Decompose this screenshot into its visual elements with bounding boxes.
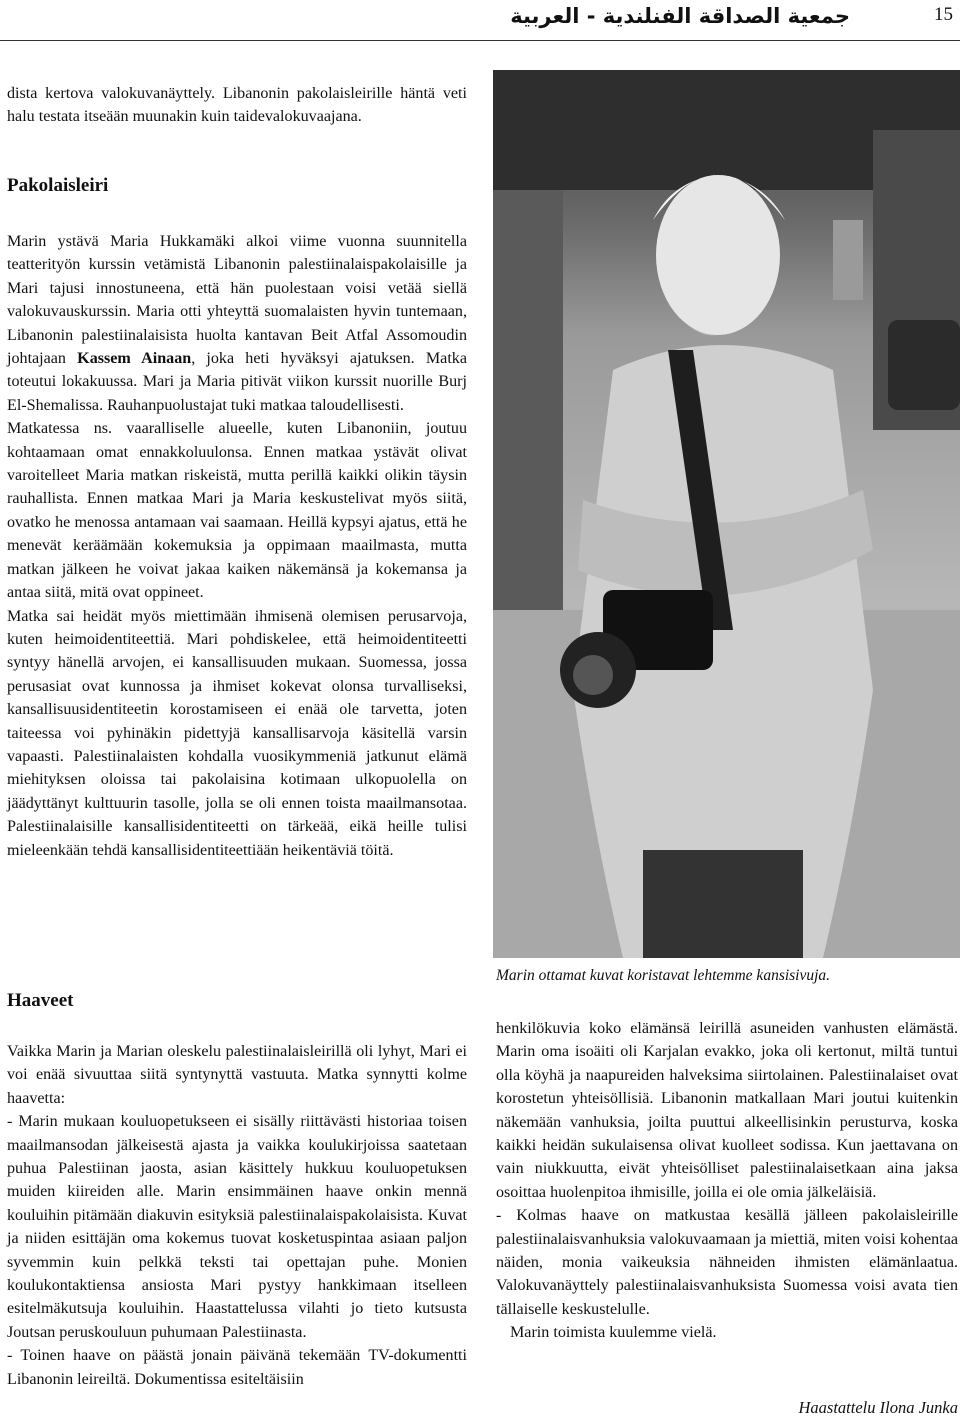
page-header	[0, 0, 960, 38]
portrait-photo	[493, 70, 960, 958]
right-paragraph-1: henkilökuvia koko elämänsä leirillä asuneiden vanhusten elämästä. Marin oma isoäiti oli Karjalan evakko, joka oli kertonut, miltä tuntui olla köyhä ja naapureiden halveksima siirtolainen. Palestiinalaiset ovat korostetun yhteisöllisiä. Libanonin matkallaan Mari joutui kuitenkin näkemään vanhuksia, joilta puuttui alkeellisinkin perusturva, koska kaikki heidän sukulaisensa olivat kuolleet sodissa. Kun jaettavana on vain niukkuutta, eivät yhteisölliset palestiinalaisetkaan aina jaksa osoittaa huolenpitoa ihmisille, joilla ei ole omia jälkeläisiä.	[496, 1020, 958, 1201]
section-heading-haaveet: Haaveet	[7, 990, 74, 1011]
paragraph-3: Matka sai heidät myös miettimään ihmisenä olemisen perusarvoja, kuten heimoidentiteettiä. Mari pohdiskelee, että heimoidentiteetti syntyy hänellä arvojen, ei kansallisuuden mukaan. Suomessa, jossa perusasiat ovat kunnossa ja ihmiset kokevat olonsa turvalliseksi, kansallisuusidentiteetin korostamiseen ei enää ole tarvetta, joten taiteessa voi pyhinäkin pidettyjä kansallisarvoja käsitellä varsin vapaasti. Palestiinalaisten kohdalla vuosikymmeniä jatkunut elämä miehityksen oloissa tai pakolaisina kotimaan ulkopuolella on jäädyttänyt kulttuurin tasolle, jolla se oli ennen toista maailmansotaa. Palestiinalaisille kansallisidentiteetti on tärkeää, eikä heille tulisi mieleenkään tehdä kansallisidentiteettiään heikentäviä töitä.	[7, 607, 467, 859]
paragraph-2: Matkatessa ns. vaaralliselle alueelle, kuten Libanoniin, joutuu kohtaamaan omat ennakkoluulonsa. Ennen matkaa ystävät olivat varoitelleet Maria matkan riskeistä, mutta perillä kaikki olikin täysin rauhallista. Ennen matkaa Mari ja Maria keskustelivat myös siitä, ovatko he menossa antamaan vai saamaan. Heillä kypsyi ajatus, että he menevät keräämään kokemuksia ja oppimaan maailmasta, mutta matkan jälkeen he voivat jakaa kaiken näkemänsä ja kokemansa ja antaa siitä, mitä ovat oppineet.	[7, 420, 467, 602]
paragraph-1-text-a: Marin ystävä Maria Hukkamäki alkoi viime vuonna suunnitella teatterityön kurssin vetämistä Libanonin palestiinalaispakolaisille ja Mari tajusi innostuneena, että hän puolestaan voisi vetää siellä valokuvauskurssin. Maria otti yhteyttä suomalaisten hyvin tuntemaan, Libanonin palestiinalaisista huolta kantavan Beit Atfal Assomoudin johtajaan	[7, 233, 467, 368]
intro-text: dista kertova valokuvanäyttely. Libanonin pakolaisleirille häntä veti halu testata itseään muunakin kuin taidevalokuvaajana.	[7, 85, 467, 126]
section-pakolaisleiri-body	[7, 230, 467, 862]
section-haaveet-body	[7, 1040, 467, 1391]
paragraph-1-text-b: , joka heti hyväksyi ajatuksen. Matka toteutui lokakuussa. Mari ja Maria pitivät viikon kurssit nuorille Burj El-Shemalissa. Rauhanpuolustajat tuki matkaa taloudellisesti.	[7, 350, 467, 414]
header-rule	[0, 40, 960, 41]
paragraph-1	[7, 230, 467, 417]
page-number: 15	[934, 4, 953, 25]
header-title: جمعية الصداقة الفنلندية - العربية	[510, 4, 850, 28]
section-heading-pakolaisleiri: Pakolaisleiri	[7, 175, 109, 196]
paragraph-5: - Marin mukaan kouluopetukseen ei sisälly riittävästi historiaa toisen maailmansodan jälkeisestä ajasta ja vaikka koulukirjoissa saatetaan puhua Palestiinan jaosta, asian käsittely hukkuu kouluopetuksen muiden kiireiden alle. Marin ensimmäinen haave onkin mennä kouluihin pitämään diakuvin esityksiä palestiinalaispakolaisista. Kuvat ja niiden esittäjän oma kokemus tuovat kosketuspintaa asiaan paljon syvemmin kuin pelkkä teksti tai opettajan puhe. Monien koulukontaktiensa ansiosta Mari pystyy hankkimaan itselleen esitelmäkutsuja kouluihin. Haastattelussa vilahti jo tieto kutsusta Joutsan peruskouluun puhumaan Palestiinasta.	[7, 1113, 467, 1341]
author-signature: Haastattelu Ilona Junka	[798, 1398, 958, 1417]
paragraph-4: Vaikka Marin ja Marian oleskelu palestiinalaisleirillä oli lyhyt, Mari ei voi enää sivuuttaa siitä syntynyttä vastuuta. Matka synnytti kolme haavetta:	[7, 1043, 467, 1107]
photo-caption: Marin ottamat kuvat koristavat lehtemme kansisivuja.	[496, 967, 831, 984]
photo-illustration	[493, 70, 960, 958]
right-paragraph-3: Marin toimista kuulemme vielä.	[510, 1324, 717, 1342]
person-name-bold: Kassem Ainaan	[77, 350, 192, 368]
right-paragraph-2: - Kolmas haave on matkustaa kesällä jälleen pakolaisleirille palestiinalaisvanhuksia valokuvaamaan ja miettiä, miten voisi kohentaa näiden, monia vaikeuksia nähneiden ihmisten elämänlaatua. Valokuvanäyttely palestiinalaisvanhuksista Suomessa voisi avata tien tällaiselle keskustelulle.	[496, 1207, 958, 1318]
right-column-body	[496, 1017, 958, 1345]
intro-paragraph	[7, 82, 467, 129]
paragraph-6: - Toinen haave on päästä jonain päivänä tekemään TV-dokumentti Libanonin leireiltä. Dokumentissa esiteltäisiin	[7, 1347, 467, 1388]
